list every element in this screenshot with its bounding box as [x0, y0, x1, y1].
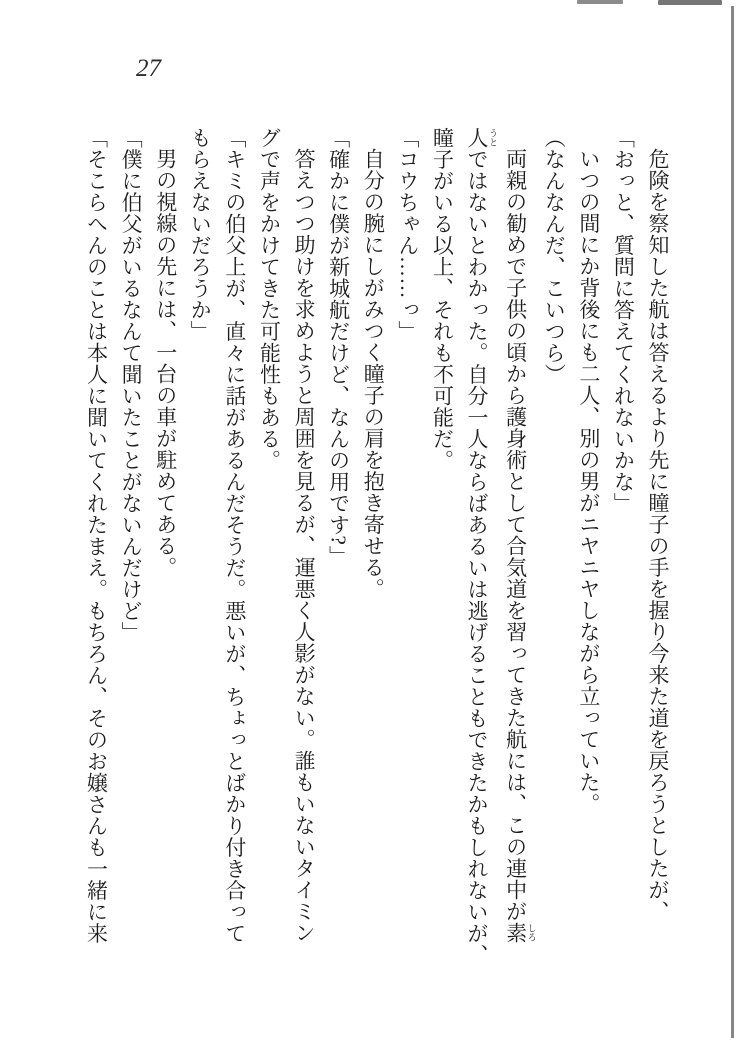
body-text [79, 127, 675, 966]
text-line: 人 うとではないとわかった。自分一人ならばあるいは逃げることもできたかもしれないが、 [465, 127, 499, 966]
text-line: 両親の勧めで子供の頃から護身術として合気道を習ってきた航には、この連中が素 しろ [503, 148, 537, 944]
text-line: 「僕に伯父がいるなんて聞いたことがないんだけど」 [119, 127, 144, 643]
text-line: もらえないだろうか」 [188, 127, 213, 342]
text-line: 危険を察知した航は答えるより先に瞳子の手を握り今来た道を戻ろうとしたが、 [646, 148, 670, 922]
page-number: 27 [136, 55, 161, 82]
text-line: 「確かに僕が新城航だけど、なんの用です?」 [326, 127, 351, 567]
scan-artifact-top-smudge-2 [658, 0, 722, 5]
text-line: 「そこらへんのことは本人に聞いてくれたまえ。もちろん、そのお嬢さんも一緒に来 [84, 127, 109, 944]
text-line: 自分の腕にしがみつく瞳子の肩を抱き寄せる。 [361, 148, 386, 600]
scan-artifact-top-smudge-1 [577, 0, 623, 4]
text-line: いつの間にか背後にも二人、別の男がニヤニヤしながら立っていた。 [576, 148, 601, 815]
text-line: 「キミの伯父上が、直々に話があるんだそうだ。悪いが、ちょっとばかり付き合って [222, 127, 247, 944]
text-line: 「おっと、質問に答えてくれないかな」 [611, 127, 636, 514]
text-line: （なんなんだ、こいつら） [542, 127, 567, 385]
text-line: グで声をかけてきた可能性もある。 [257, 127, 282, 471]
text-line: 答えつつ助けを求めようと周囲を見るが、運悪く人影がない。誰もいないタイミン [292, 148, 317, 944]
furigana-ruby: 人 うと [465, 127, 499, 149]
text-line: 瞳子がいる以上、それも不可能だ。 [430, 127, 455, 471]
furigana-ruby: 素 しろ [503, 922, 537, 944]
text-line: 男の視線の先には、一台の車が駐めてある。 [153, 148, 178, 578]
scan-artifact-right-edge-line [731, 6, 734, 1038]
text-line: 「コウちゃん……っ」 [395, 127, 420, 342]
